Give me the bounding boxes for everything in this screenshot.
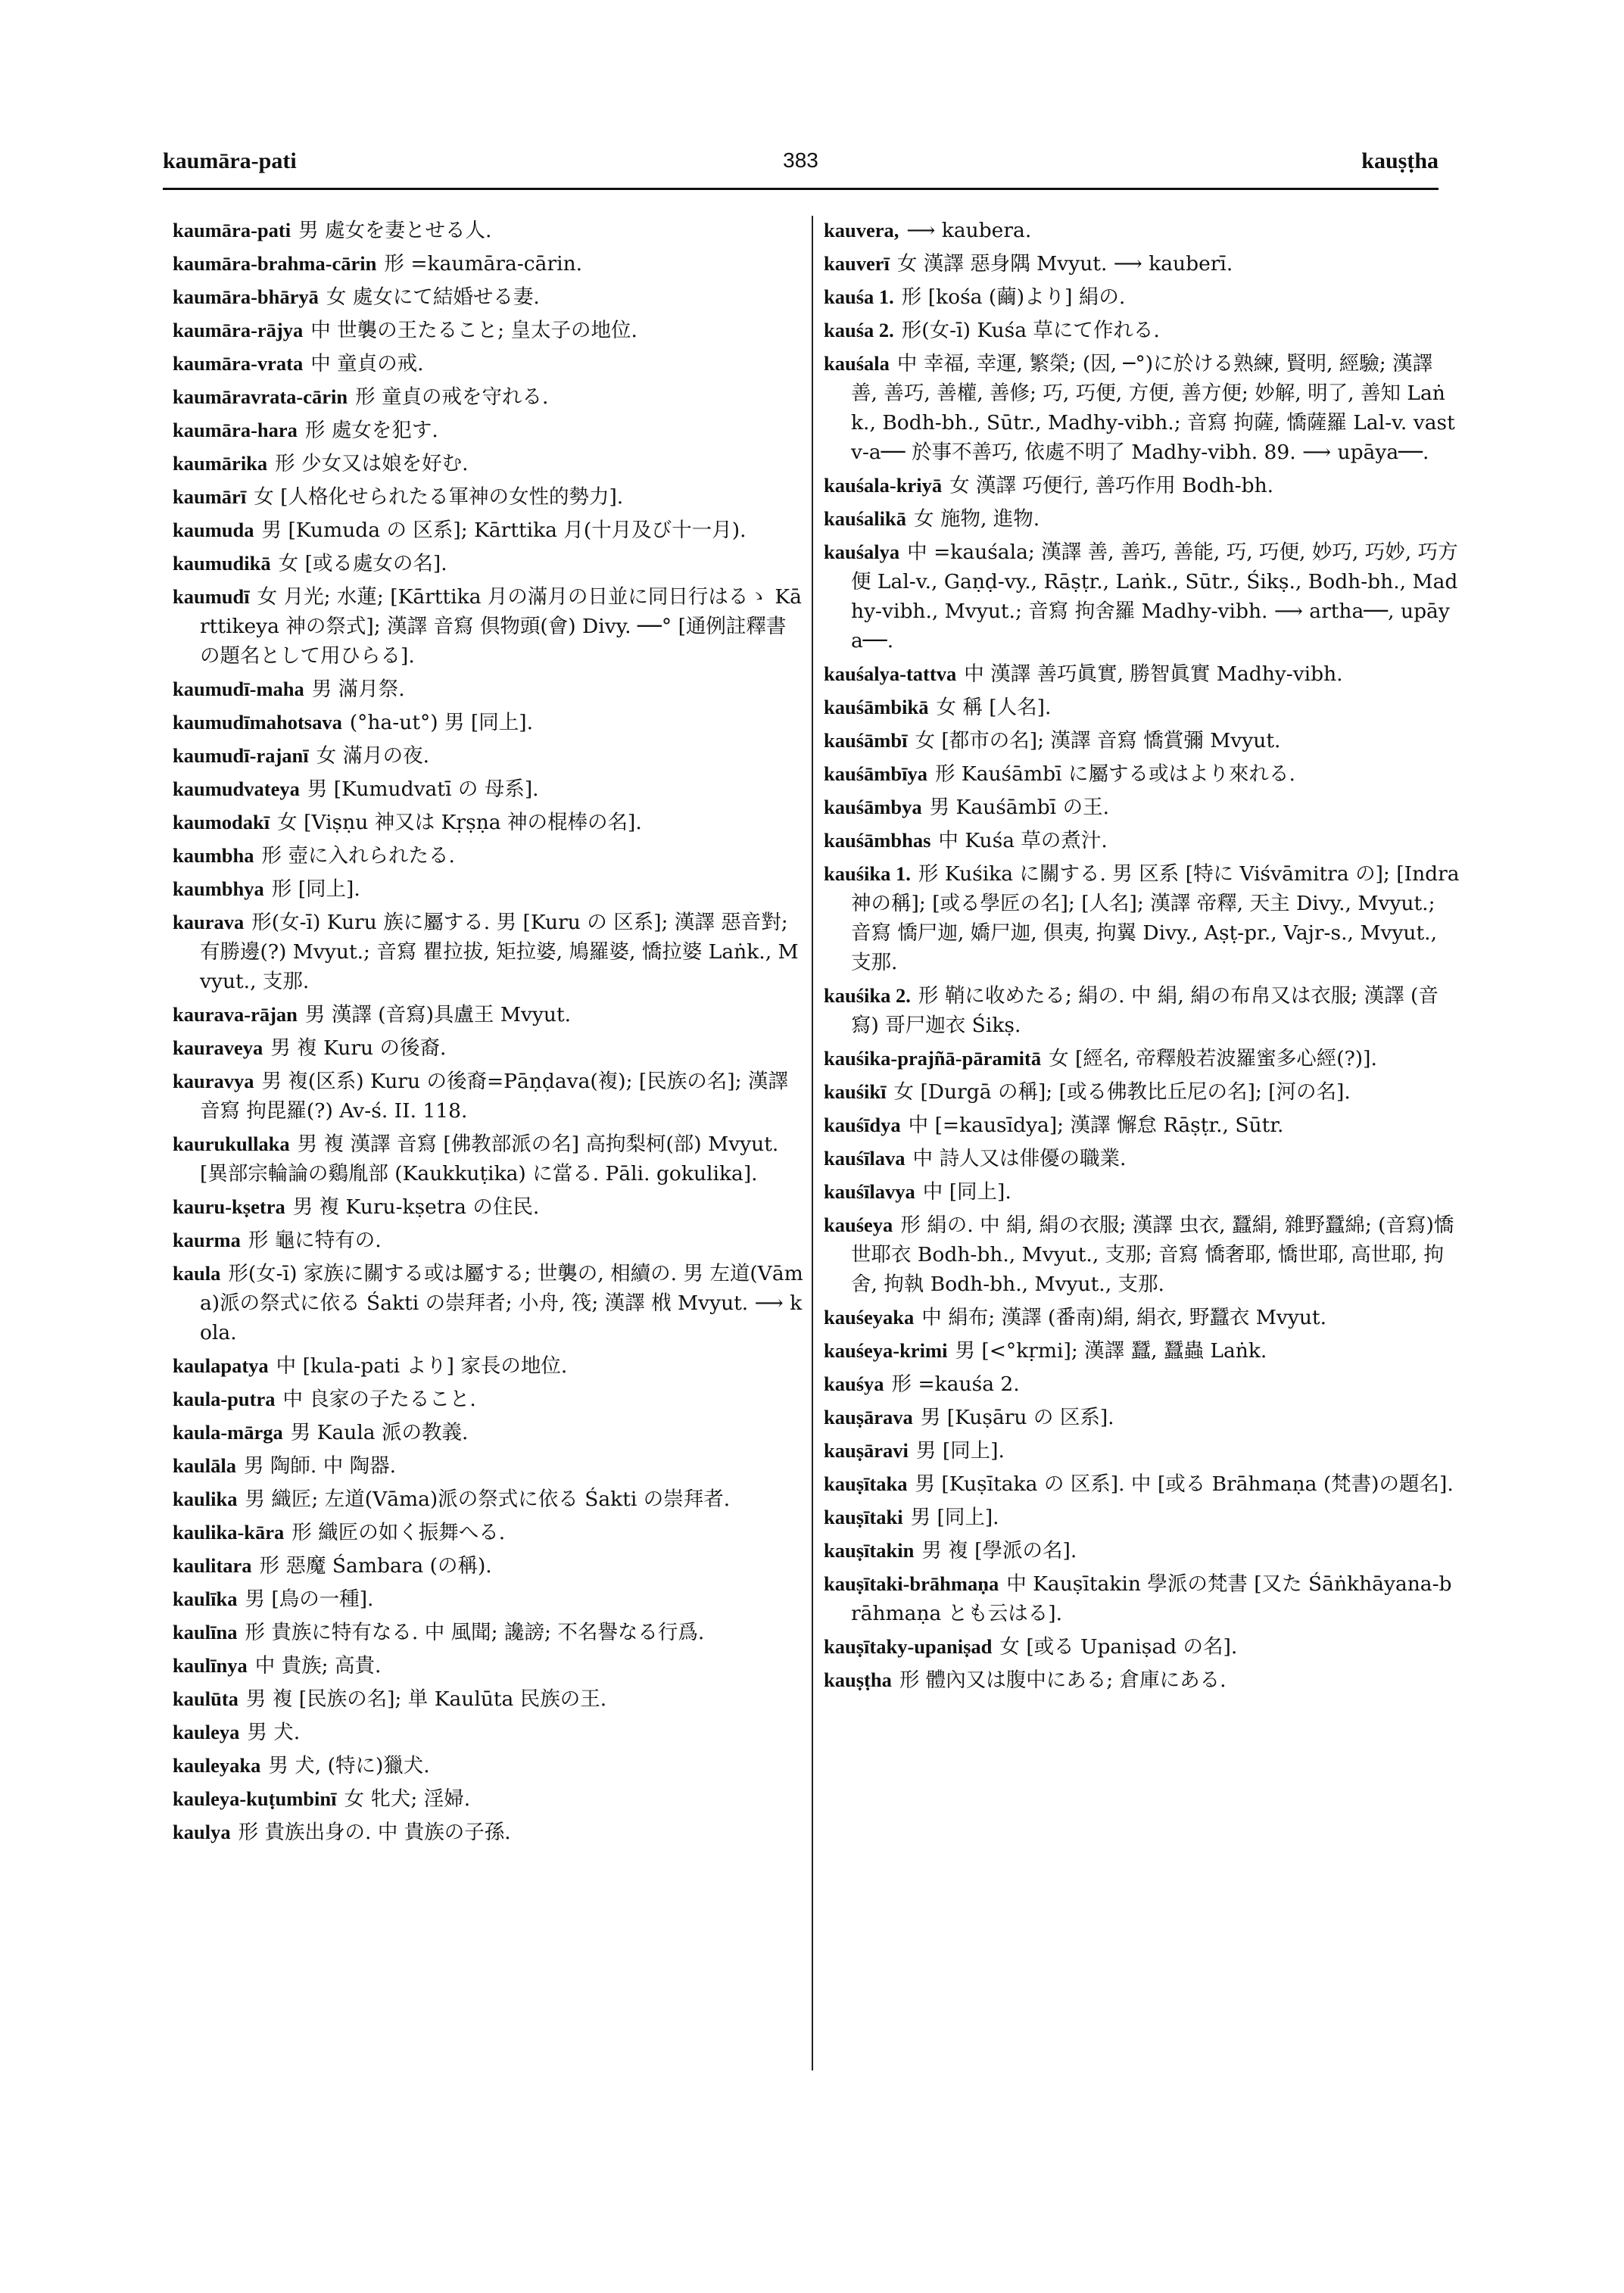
dictionary-entry <box>824 1144 1460 1173</box>
entry-headword: kauśika 2. <box>824 984 911 1007</box>
entry-headword: kauvera, <box>824 219 899 241</box>
entry-headword: kaulāla <box>173 1454 236 1477</box>
dictionary-entry <box>824 693 1460 722</box>
entry-definition: 形 =kauśa 2. <box>891 1372 1020 1396</box>
entry-headword: kaulīna <box>173 1621 238 1643</box>
entry-definition: 中 Kauṣītakin 學派の梵書 [又た Śāṅkhāyana-brāhmaṇa とも云はる]. <box>851 1572 1452 1625</box>
dictionary-entry <box>824 471 1460 500</box>
dictionary-entry <box>173 1259 805 1347</box>
entry-headword: kauśāmbikā <box>824 696 929 718</box>
entry-definition: 男 犬. <box>247 1721 301 1744</box>
dictionary-entry <box>824 759 1460 789</box>
dictionary-entry <box>824 1632 1460 1662</box>
dictionary-entry <box>173 1226 805 1255</box>
entry-headword: kauśya <box>824 1372 884 1395</box>
running-head-right: kauṣṭha <box>1361 148 1439 173</box>
entry-definition: 男 複(区系) Kuru の後裔=Pāṇḍava(複); [民族の名]; 漢譯 音寫 拘毘羅(?) Av-ś. II. 118. <box>200 1070 788 1123</box>
entry-headword: kaumāravrata-cārin <box>173 385 348 408</box>
dictionary-entry <box>173 808 805 837</box>
entry-headword: kaumāra-bhāryā <box>173 285 319 308</box>
right-column <box>824 216 1460 2063</box>
entry-headword: kauśīdya <box>824 1114 901 1136</box>
entry-definition: 女 施物, 進物. <box>914 507 1040 531</box>
entry-headword: kaulūta <box>173 1687 238 1710</box>
entry-definition: 中 [kula-pati より] 家長の地位. <box>276 1354 568 1378</box>
entry-definition: 男 處女を妻とせる人. <box>298 219 492 242</box>
entry-definition: 男 陶師. 中 陶器. <box>243 1454 397 1478</box>
entry-headword: kaulika-kāra <box>173 1521 285 1544</box>
entry-headword: kauṣītaki-brāhmaṇa <box>824 1572 999 1595</box>
dictionary-entry <box>824 726 1460 756</box>
entry-headword: kaulya <box>173 1821 231 1843</box>
entry-definition: 中 幸福, 幸運, 繁榮; (因, ─°)に於ける熟練, 賢明, 經驗; 漢譯 善, 善巧, 善權, 善修; 巧, 巧便, 方便, 善方便; 妙解, 明了, 善知 Laṅk., Bodh-bh., Sūtr., Madhy-vibh.; 音寫 拘薩, 憍薩羅 Lal-v. vastv-a── 於事不善巧, 依處不明了 Madhy-vibh. 89. ⟶ upāya──. <box>851 352 1455 464</box>
entry-headword: kauśalya-tattva <box>824 662 957 685</box>
entry-definition: 中 貴族; 高貴. <box>254 1654 382 1678</box>
entry-definition: 男 Kaula 派の教義. <box>290 1421 469 1444</box>
entry-definition: 女 漢譯 惡身隅 Mvyut. ⟶ kauberī. <box>896 252 1233 276</box>
entry-headword: kaumuda <box>173 519 254 541</box>
entry-definition: 男 複 Kuru-kṣetra の住民. <box>292 1195 540 1219</box>
entry-headword: kaulika <box>173 1488 238 1510</box>
entry-definition: 中 =kauśala; 漢譯 善, 善巧, 善能, 巧, 巧便, 妙巧, 巧妙, 巧方便 Lal-v., Gaṇḍ-vy., Rāṣṭr., Laṅk., Sūtr., Śikṣ., Bodh-bh., Madhy-vibh., Mvyut.; 音寫 拘舍羅 Madhy-vibh. ⟶ artha──, upāya──. <box>851 541 1458 653</box>
dictionary-entry <box>173 1784 805 1814</box>
dictionary-entry <box>173 908 805 996</box>
entry-headword: kauśika-prajñā-pāramitā <box>824 1047 1042 1070</box>
entry-definition: 形 Kuśika に關する. 男 区系 [特に Viśvāmitra の]; [Indra 神の稱]; [或る學匠の名]; [人名]; 漢譯 帝釋, 天主 Divy., Mvyut.; 音寫 憍尸迦, 嬌尸迦, 倶夷, 拘翼 Divy., Aṣṭ-pr., Vajr-s., Mvyut., 支那. <box>851 862 1460 974</box>
dictionary-entry <box>173 1033 805 1063</box>
entry-headword: kaumāra-hara <box>173 419 298 441</box>
entry-definition: 女 [經名, 帝釋般若波羅蜜多心經(?)]. <box>1049 1047 1377 1070</box>
entry-definition: 中 [同上]. <box>922 1180 1011 1204</box>
page-number: 383 <box>783 148 818 172</box>
entry-headword: kauśeya <box>824 1213 893 1236</box>
dictionary-entry <box>824 249 1460 279</box>
entry-definition: 男 [Kumuda の 区系]; Kārttika 月(十月及び十一月). <box>261 519 747 542</box>
entry-headword: kauśīlavya <box>824 1180 915 1203</box>
entry-headword: kaumāra-rājya <box>173 319 304 341</box>
entry-definition: 女 滿月の夜. <box>316 744 430 768</box>
entry-definition: 形 處女を犯す. <box>304 419 438 442</box>
dictionary-entry <box>824 1369 1460 1399</box>
entry-definition: 中 世襲の王たること; 皇太子の地位. <box>310 319 637 342</box>
dictionary-entry <box>173 1718 805 1747</box>
entry-definition: 男 犬, (特に)獵犬. <box>268 1754 430 1777</box>
entry-headword: kauśāmbīya <box>824 762 927 785</box>
entry-definition: 形 =kaumāra-cārin. <box>384 252 583 276</box>
dictionary-entry <box>824 1436 1460 1466</box>
entry-headword: kaula <box>173 1262 221 1285</box>
entry-headword: kaumudī <box>173 585 250 608</box>
entry-headword: kauṣārava <box>824 1406 913 1428</box>
entry-headword: kaumāra-vrata <box>173 352 304 375</box>
dictionary-entry <box>173 382 805 412</box>
dictionary-entry <box>824 1336 1460 1366</box>
dictionary-entry <box>173 316 805 345</box>
dictionary-entry <box>173 1684 805 1714</box>
entry-headword: kaumudī-maha <box>173 678 304 700</box>
entry-headword: kaurava-rājan <box>173 1003 298 1026</box>
dictionary-entry <box>173 774 805 804</box>
dictionary-entry <box>824 504 1460 534</box>
entry-headword: kauśeyaka <box>824 1306 915 1329</box>
entry-headword: kauśīlava <box>824 1147 906 1170</box>
entry-definition: 女 [或る處女の名]. <box>278 552 447 575</box>
dictionary-entry <box>173 1818 805 1847</box>
dictionary-entry <box>173 1751 805 1781</box>
entry-headword: kaumārika <box>173 452 268 475</box>
dictionary-entry <box>824 316 1460 345</box>
dictionary-entry <box>824 659 1460 689</box>
entry-definition: 形 壺に入れられたる. <box>261 844 455 868</box>
entry-definition: 男 [Kumudvatī の 母系]. <box>307 777 539 801</box>
entry-definition: 男 複 漢譯 音寫 [佛教部派の名] 高拘梨柯(部) Mvyut. [異部宗輪論の鷄胤部 (Kaukkuṭika) に當る. Pāli. gokulika]. <box>200 1132 779 1185</box>
entry-headword: kauleya-kuṭumbinī <box>173 1787 337 1810</box>
entry-definition: 形 貴族出身の. 中 貴族の子孫. <box>238 1821 511 1844</box>
dictionary-entry <box>173 282 805 312</box>
entry-headword: kaumbhya <box>173 877 264 900</box>
entry-headword: kauśalikā <box>824 507 907 530</box>
dictionary-entry <box>173 582 805 671</box>
entry-definition: 男 [<°kṛmi]; 漢譯 蠶, 蠶蟲 Laṅk. <box>955 1339 1267 1363</box>
dictionary-entry <box>173 449 805 478</box>
entry-definition: 中 漢譯 善巧眞實, 勝智眞實 Madhy-vibh. <box>964 662 1343 686</box>
dictionary-entry <box>824 981 1460 1040</box>
entry-definition: 形 鞘に收めたる; 絹の. 中 絹, 絹の布帛又は衣服; 漢譯 (音寫) 哥尸迦衣 Śikṣ. <box>851 984 1439 1037</box>
dictionary-entry <box>824 1177 1460 1207</box>
entry-headword: kauleyaka <box>173 1754 261 1777</box>
entry-definition: 男 複 Kuru の後裔. <box>270 1036 447 1060</box>
dictionary-entry <box>173 516 805 545</box>
entry-headword: kaulīnya <box>173 1654 248 1677</box>
entry-headword: kauśeya-krimi <box>824 1339 948 1362</box>
entry-definition: 男 Kauśāmbī の王. <box>929 796 1110 819</box>
column-divider <box>812 216 813 2070</box>
entry-headword: kauṣṭha <box>824 1668 892 1691</box>
dictionary-entry <box>824 1403 1460 1432</box>
dictionary-entry <box>824 1469 1460 1499</box>
entry-definition: 中 童貞の戒. <box>310 352 424 375</box>
entry-definition: 女 月光; 水蓮; [Kārttika 月の滿月の日並に同日行はるゝ Kārttikeya 神の祭式]; 漢譯 音寫 倶物頭(會) Divy. ──° [通例註釋書の題名として用ひらる]. <box>200 585 802 668</box>
dictionary-entry <box>173 549 805 578</box>
entry-headword: kauśa 2. <box>824 319 894 341</box>
entry-headword: kauśala <box>824 352 890 375</box>
dictionary-entry <box>173 874 805 904</box>
entry-definition: 女 [Durgā の稱]; [或る佛教比丘尼の名]; [河の名]. <box>893 1080 1351 1104</box>
dictionary-entry <box>824 859 1460 977</box>
entry-headword: kaulīka <box>173 1587 238 1610</box>
entry-definition: 女 處女にて結婚せる妻. <box>326 285 540 309</box>
entry-headword: kauśikī <box>824 1080 887 1103</box>
entry-headword: kauṣītaka <box>824 1472 908 1495</box>
entry-definition: 中 絹布; 漢譯 (番南)絹, 絹衣, 野蠶衣 Mvyut. <box>921 1306 1327 1329</box>
entry-definition: 形 體內又は腹中にある; 倉庫にある. <box>899 1668 1227 1692</box>
entry-headword: kauṣītakin <box>824 1539 915 1562</box>
entry-definition: 男 [同上]. <box>910 1506 999 1529</box>
entry-headword: kauru-kṣetra <box>173 1195 285 1218</box>
dictionary-entry <box>173 1192 805 1222</box>
entry-headword: kaulitara <box>173 1554 252 1577</box>
dictionary-entry <box>824 1569 1460 1628</box>
dictionary-entry <box>173 1518 805 1547</box>
entry-headword: kaumāra-brahma-cārin <box>173 252 377 275</box>
dictionary-entry <box>173 1000 805 1030</box>
dictionary-entry <box>824 537 1460 656</box>
dictionary-entry <box>824 1210 1460 1299</box>
dictionary-entry <box>824 1303 1460 1332</box>
dictionary-entry <box>824 1077 1460 1107</box>
entry-headword: kauraveya <box>173 1036 263 1059</box>
entry-definition: 形(女-ī) Kuru 族に屬する. 男 [Kuru の 区系]; 漢譯 惡音對; 有勝邊(?) Mvyut.; 音寫 瞿拉拔, 矩拉婆, 鳩羅婆, 憍拉婆 Laṅk., Mvyut., 支那. <box>200 911 799 993</box>
entry-headword: kauśāmbī <box>824 729 908 752</box>
dictionary-entry <box>173 1385 805 1414</box>
entry-definition: 形(女-ī) Kuśa 草にて作れる. <box>901 319 1160 342</box>
entry-headword: kauśāmbya <box>824 796 922 818</box>
dictionary-entry <box>824 349 1460 467</box>
entry-definition: 女 [人格化せられたる軍神の女性的勢力]. <box>254 485 624 509</box>
entry-definition: 男 複 [學派の名]. <box>921 1539 1077 1562</box>
entry-headword: kaumudikā <box>173 552 271 575</box>
dictionary-entry <box>173 1584 805 1614</box>
dictionary-entry <box>824 1503 1460 1532</box>
entry-headword: kaula-putra <box>173 1388 276 1410</box>
entry-definition: 男 複 [民族の名]; 単 Kaulūta 民族の王. <box>245 1687 607 1711</box>
dictionary-entry <box>173 416 805 445</box>
left-column <box>173 216 805 2063</box>
entry-definition: 形 童貞の戒を守れる. <box>355 385 549 409</box>
entry-headword: kauṣītaky-upaniṣad <box>824 1635 993 1658</box>
dictionary-entry <box>824 216 1460 245</box>
dictionary-entry <box>824 826 1460 855</box>
entry-headword: kaurma <box>173 1229 241 1251</box>
dictionary-entry <box>173 249 805 279</box>
entry-definition: 中 Kuśa 草の煮汁. <box>938 829 1108 852</box>
entry-headword: kauśala-kriyā <box>824 474 943 497</box>
dictionary-entry <box>173 1551 805 1581</box>
entry-definition: 女 牝犬; 淫婦. <box>344 1787 471 1811</box>
entry-definition: 形 絹の. 中 絹, 絹の衣服; 漢譯 虫衣, 蠶絹, 雜野蠶綿; (音寫)憍世耶衣 Bodh-bh., Mvyut., 支那; 音寫 憍奢耶, 憍世耶, 高世耶, 拘舍, 拘執 Bodh-bh., Mvyut., 支那. <box>851 1213 1454 1296</box>
dictionary-entry <box>173 1129 805 1189</box>
entry-headword: kaumudvateya <box>173 777 300 800</box>
entry-headword: kauśa 1. <box>824 285 894 308</box>
entry-definition: 中 良家の子たること. <box>282 1388 476 1411</box>
dictionary-entry <box>173 1067 805 1126</box>
dictionary-entry <box>173 708 805 737</box>
entry-definition: ⟶ kaubera. <box>906 219 1032 242</box>
entry-headword: kauśika 1. <box>824 862 911 885</box>
dictionary-entry <box>824 1536 1460 1566</box>
entry-headword: kauleya <box>173 1721 240 1743</box>
entry-definition: 女 [都市の名]; 漢譯 音寫 憍賞彌 Mvyut. <box>915 729 1281 752</box>
entry-definition: 形 少女又は娘を好む. <box>275 452 469 475</box>
entry-definition: 形 織匠の如く振舞へる. <box>291 1521 506 1544</box>
entry-definition: 形 龜に特有の. <box>248 1229 382 1252</box>
entry-definition: 男 滿月祭. <box>311 678 405 701</box>
running-head-left: kaumāra-pati <box>163 148 297 173</box>
entry-definition: 女 [或る Upaniṣad の名]. <box>999 1635 1238 1659</box>
entry-headword: kaumbha <box>173 844 254 867</box>
entry-headword: kauśāmbhas <box>824 829 931 852</box>
dictionary-entry <box>173 675 805 704</box>
entry-definition: 男 [Kuṣāru の 区系]. <box>920 1406 1114 1429</box>
dictionary-entry <box>173 349 805 379</box>
page-header <box>163 142 1439 190</box>
entry-definition: 女 [Viṣṇu 神又は Kṛṣṇa 神の棍棒の名]. <box>277 811 642 834</box>
entry-definition: 男 [鳥の一種]. <box>245 1587 374 1611</box>
entry-definition: 中 詩人又は俳優の職業. <box>912 1147 1127 1170</box>
dictionary-entry <box>824 1111 1460 1140</box>
dictionary-entry <box>173 482 805 512</box>
entry-headword: kaulapatya <box>173 1354 269 1377</box>
entry-definition: 形 [kośa (繭)より] 絹の. <box>901 285 1126 309</box>
entry-definition: (°ha-ut°) 男 [同上]. <box>349 711 534 734</box>
entry-definition: 男 漢譯 (音寫)具盧王 Mvyut. <box>304 1003 572 1027</box>
entry-headword: kaumodakī <box>173 811 270 833</box>
entry-headword: kauverī <box>824 252 890 275</box>
dictionary-entry <box>173 216 805 245</box>
entry-definition: 男 織匠; 左道(Vāma)派の祭式に依る Śakti の崇拜者. <box>245 1488 731 1511</box>
entry-headword: kaurava <box>173 911 245 933</box>
entry-headword: kaula-mārga <box>173 1421 283 1444</box>
dictionary-entry <box>173 1485 805 1514</box>
dictionary-entry <box>173 1351 805 1381</box>
entry-definition: 男 [同上]. <box>915 1439 1005 1463</box>
dictionary-entry <box>824 793 1460 822</box>
entry-headword: kaumāra-pati <box>173 219 291 241</box>
dictionary-entry <box>173 1618 805 1647</box>
entry-definition: 形 惡魔 Śambara (の稱). <box>259 1554 492 1578</box>
entry-headword: kaumudī-rajanī <box>173 744 309 767</box>
entry-headword: kaumārī <box>173 485 247 508</box>
entry-definition: 形(女-ī) 家族に關する或は屬する; 世襲の, 相續の. 男 左道(Vāma)派の祭式に依る Śakti の崇拜者; 小舟, 筏; 漢譯 栰 Mvyut. ⟶ kola. <box>200 1262 803 1344</box>
dictionary-entry <box>173 1418 805 1447</box>
entry-headword: kauśalya <box>824 541 900 563</box>
entry-headword: kauṣītaki <box>824 1506 903 1528</box>
dictionary-entry <box>173 841 805 871</box>
entry-definition: 形 Kauśāmbī に屬する或はより來れる. <box>934 762 1295 786</box>
dictionary-entry <box>824 1665 1460 1695</box>
entry-definition: 形 貴族に特有なる. 中 風聞; 讒謗; 不名譽なる行爲. <box>245 1621 705 1644</box>
dictionary-entry <box>824 1044 1460 1073</box>
entry-definition: 中 [=kausīdya]; 漢譯 懈怠 Rāṣṭr., Sūtr. <box>908 1114 1284 1137</box>
entry-definition: 女 漢譯 巧便行, 善巧作用 Bodh-bh. <box>949 474 1274 497</box>
entry-definition: 男 [Kuṣītaka の 区系]. 中 [或る Brāhmaṇa (梵書)の題名]. <box>915 1472 1454 1496</box>
dictionary-entry <box>824 282 1460 312</box>
dictionary-entry <box>173 741 805 771</box>
entry-headword: kaumudīmahotsava <box>173 711 342 734</box>
dictionary-entry <box>173 1451 805 1481</box>
entry-definition: 形 [同上]. <box>271 877 360 901</box>
entry-headword: kauṣāravi <box>824 1439 909 1462</box>
dictionary-entry <box>173 1651 805 1681</box>
entry-headword: kaurukullaka <box>173 1132 290 1155</box>
entry-definition: 女 稱 [人名]. <box>936 696 1052 719</box>
entry-headword: kauravya <box>173 1070 254 1092</box>
